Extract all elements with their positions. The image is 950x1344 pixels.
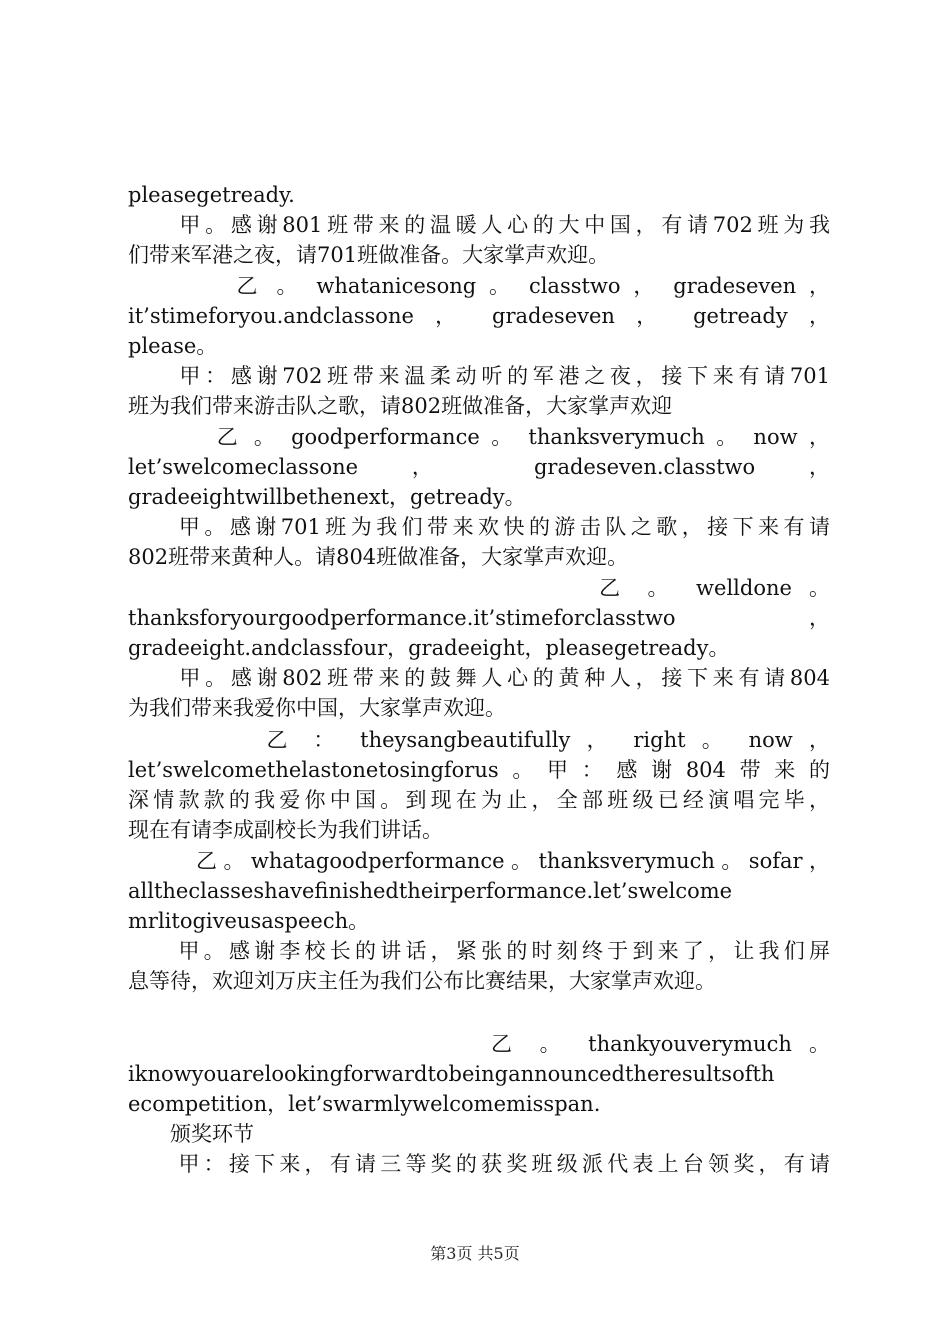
text-line: iknowyouarelookingforwardtobeingannouncedtheresultsofth [128, 1062, 775, 1086]
text-line: pleasegetready. [128, 183, 295, 207]
text-line: 息等待，欢迎刘万庆主任为我们公布比赛结果，大家掌声欢迎。 [128, 969, 716, 993]
text-line: 甲：接下来，有请三等奖的获奖班级派代表上台领奖，有请 [128, 1152, 830, 1176]
text-line: 乙 。 welldone 。 [128, 576, 830, 600]
text-line: 乙。whatagoodperformance。thanksverymuch。sofar， [128, 849, 830, 873]
text-line: 深情款款的我爱你中国。到现在为止，全部班级已经演唱完毕， [128, 788, 830, 812]
text-line: 乙 。 whatanicesong 。 classtwo ， gradeseven ， [128, 274, 830, 298]
page-footer: 第3页 共5页 [430, 1244, 520, 1263]
text-line: 甲：感谢702班带来温柔动听的军港之夜，接下来有请701 [128, 364, 830, 388]
text-line: 乙 。 goodperformance 。 thanksverymuch 。 now ， [128, 425, 830, 449]
text-line: let’swelcomeclassone ， gradeseven.classtwo ， [128, 455, 830, 479]
text-line: please。 [128, 334, 218, 358]
text-line: 甲。感谢李校长的讲话，紧张的时刻终于到来了，让我们屏 [128, 939, 830, 963]
text-line: 802班带来黄种人。请804班做准备，大家掌声欢迎。 [128, 545, 629, 569]
text-line: 甲。感谢801班带来的温暖人心的大中国，有请702班为我 [128, 213, 830, 237]
text-line: 乙 。 thankyouverymuch 。 [128, 1032, 830, 1056]
text-line: let’swelcomethelastonetosingforus。甲：感谢804带来的 [128, 758, 830, 782]
text-line: it’stimeforyou.andclassone ， gradeseven ， getready ， [128, 304, 830, 328]
text-line: 甲。感谢701班为我们带来欢快的游击队之歌，接下来有请 [128, 515, 830, 539]
section-heading: 颁奖环节 [128, 1122, 254, 1146]
text-line: 为我们带来我爱你中国，大家掌声欢迎。 [128, 696, 506, 720]
text-line: ecompetition，let’swarmlywelcomemisspan. [128, 1092, 601, 1116]
text-line: 甲。感谢802班带来的鼓舞人心的黄种人，接下来有请804 [128, 666, 830, 690]
text-line: 们带来军港之夜，请701班做准备。大家掌声欢迎。 [128, 243, 610, 267]
text-line: alltheclasseshavefinishedtheirperformance.let’swelcome [128, 879, 733, 903]
text-line: thanksforyourgoodperformance.it’stimeforclasstwo ， [128, 606, 830, 630]
text-line: 现在有请李成副校长为我们讲话。 [128, 818, 443, 842]
text-line: gradeeight.andclassfour，gradeeight，pleasegetready。 [128, 636, 730, 660]
text-line: 乙 ： theysangbeautifully ， right 。 now ， [128, 728, 830, 752]
text-line: 班为我们带来游击队之歌，请802班做准备，大家掌声欢迎 [128, 394, 673, 418]
text-line: mrlitogiveusaspeech。 [128, 909, 370, 933]
text-line: gradeeightwillbethenext，getready。 [128, 485, 526, 509]
